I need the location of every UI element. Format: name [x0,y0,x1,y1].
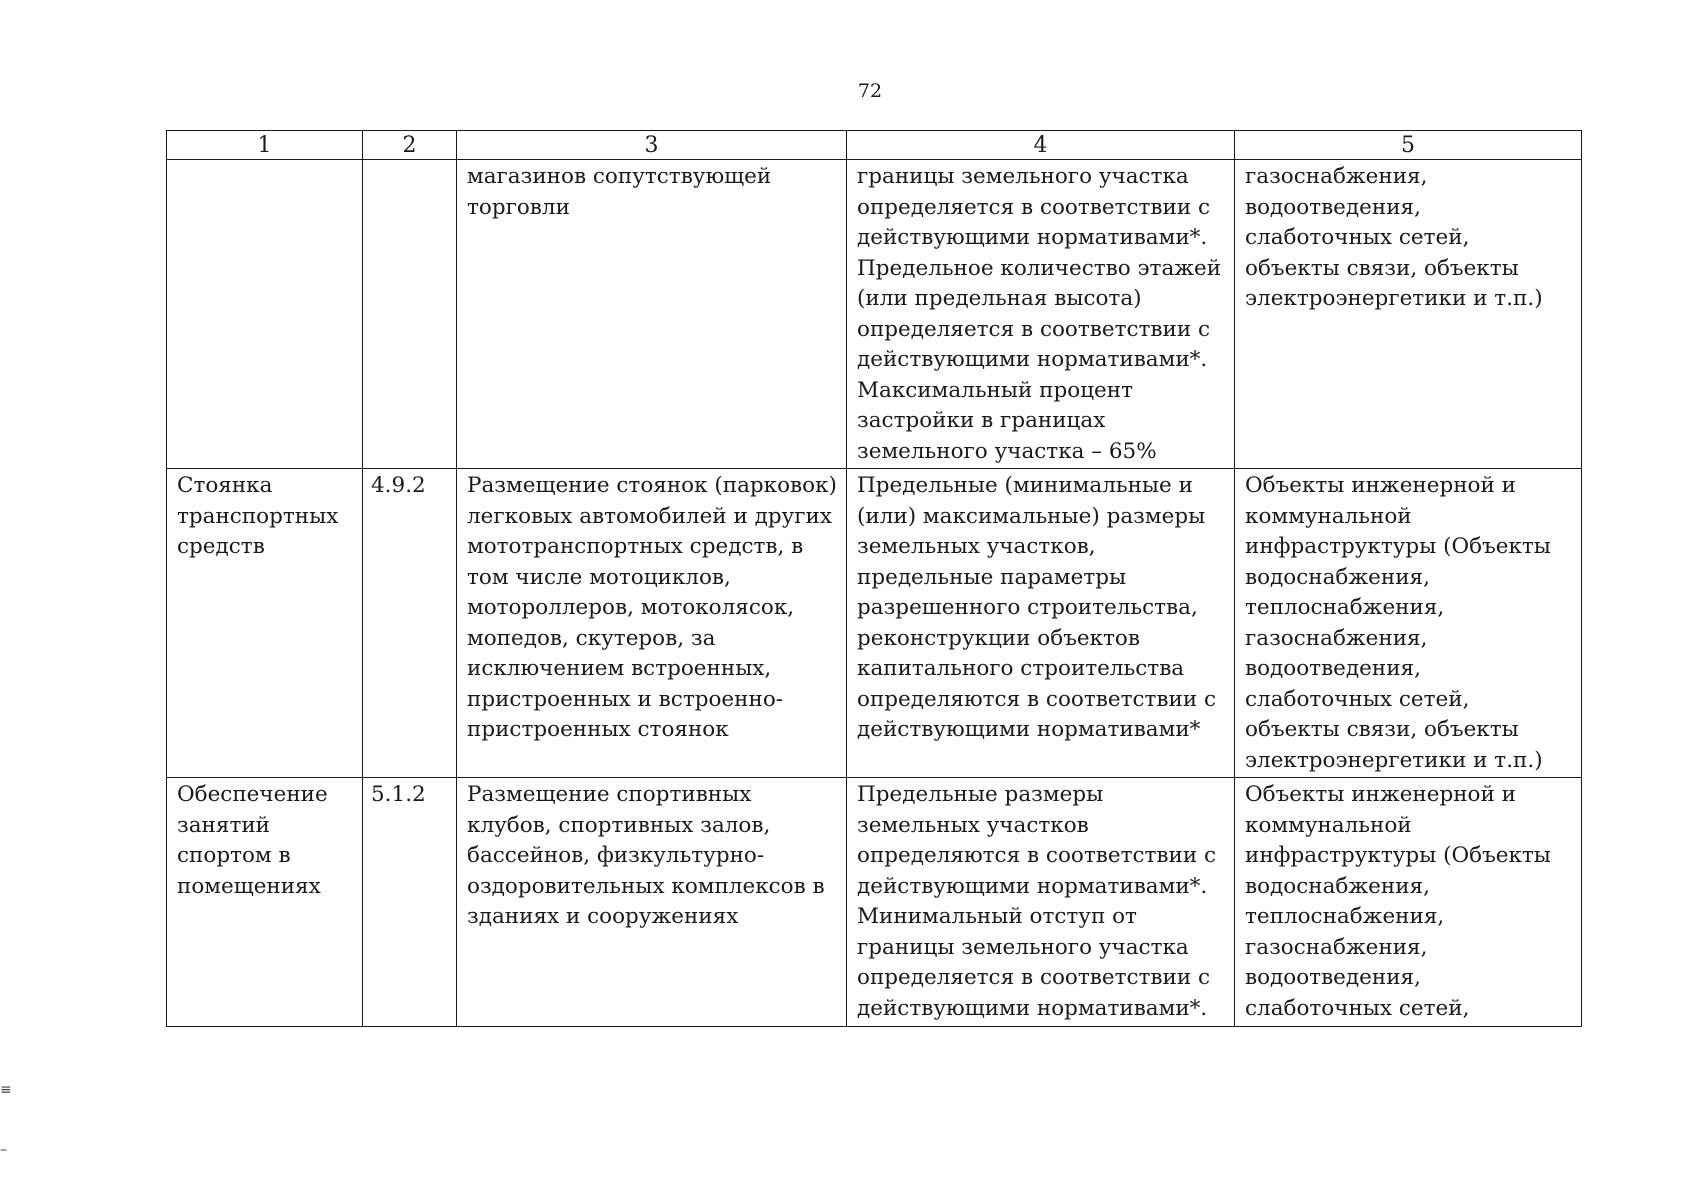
cell-text-line: слаботочных сетей, [1245,686,1470,712]
cell-text-line: определяется в соответствии с [857,194,1211,220]
cell-text-line: электроэнергетики и т.п.) [1245,286,1543,311]
cell-text-line: Максимальный процент [857,377,1133,403]
cell-text-line: Размещение стоянок (парковок) [467,473,837,498]
cell-text-line: газоснабжения, [1245,934,1428,960]
use-name-cell [167,160,363,469]
cell-text-line: Предельные (минимальные и [857,473,1193,498]
cell-text-line: водоотведения, [1245,194,1421,220]
cell-text-line: коммунальной [1245,812,1412,838]
cell-text-line: пристроенных и встроенно- [467,686,784,712]
cell-text-line: действующими нормативами*. [857,995,1208,1021]
cell-text-line: исключением встроенных, [467,656,772,681]
cell-text-line: водоснабжения, [1245,873,1430,899]
cell-text-line: слаботочных сетей, [1245,225,1470,250]
table-row [167,469,1582,778]
scan-edge-marks: ≡ – [0,1082,12,1158]
cell-text-line: объекты связи, объекты [1245,255,1519,281]
cell-text-line: (или) максимальные) размеры [857,503,1206,529]
use-name-cell [167,469,363,778]
cell-text-line: определяется в соответствии с [857,316,1211,342]
cell-text-line: действующими нормативами* [857,717,1201,742]
cell-text-line: бассейнов, физкультурно- [467,843,765,868]
cell-text-line: водоотведения, [1245,965,1421,990]
page-number: 72 [857,80,883,102]
cell-text-line: мототранспортных средств, в [467,534,804,559]
cell-text-line: мотороллеров, мотоколясок, [467,595,795,620]
cell-text-line: Минимальный отступ от [857,904,1137,929]
table-row [167,160,1582,469]
auxiliary-uses-cell [1235,778,1582,1027]
cell-text-line: определяются в соответствии с [857,686,1217,712]
column-header-5: 5 [1235,131,1582,160]
cell-text-line: определяется в соответствии с [857,965,1211,990]
building-parameters-cell [847,160,1235,469]
cell-text-line: Предельные размеры [857,782,1104,807]
cell-text-line: помещениях [177,873,321,899]
cell-text-line: границы земельного участка [857,164,1189,189]
cell-text-line: застройки в границах [857,408,1106,433]
cell-text-line: газоснабжения, [1245,164,1428,189]
cell-text-line: действующими нормативами*. [857,225,1208,250]
cell-text-line: водоотведения, [1245,656,1421,681]
cell-text-line: зданиях и сооружениях [467,904,739,929]
cell-text-line: Размещение спортивных [467,782,752,807]
cell-text-line: инфраструктуры (Объекты [1245,843,1551,868]
cell-text-line: оздоровительных комплексов в [467,873,825,899]
cell-text-line: легковых автомобилей и других [467,503,832,529]
auxiliary-uses-cell [1235,160,1582,469]
cell-text-line: инфраструктуры (Объекты [1245,534,1551,559]
column-header-3: 3 [457,131,847,160]
cell-text-line: Предельное количество этажей [857,255,1222,281]
cell-text-line: Объекты инженерной и [1245,782,1516,807]
cell-text-line: (или предельная высота) [857,286,1142,311]
cell-text-line: том числе мотоциклов, [467,564,731,590]
land-use-table [166,130,1582,1027]
cell-text-line: газоснабжения, [1245,625,1428,651]
cell-text-line: транспортных [177,503,339,529]
use-description-cell [457,778,847,1027]
auxiliary-uses-cell [1235,469,1582,778]
cell-text-line: 4.9.2 [371,473,426,498]
table-header-row [167,131,1582,160]
building-parameters-cell [847,469,1235,778]
cell-text-line: земельных участков [857,812,1089,838]
building-parameters-cell [847,778,1235,1027]
cell-text-line: земельного участка – 65% [857,438,1157,464]
use-name-cell [167,778,363,1027]
cell-text-line: пристроенных стоянок [467,717,729,742]
cell-text-line: Обеспечение [177,782,328,807]
cell-text-line: определяются в соответствии с [857,843,1217,868]
cell-text-line: 5.1.2 [371,782,426,807]
cell-text-line: границы земельного участка [857,934,1189,960]
cell-text-line: спортом в [177,843,291,868]
cell-text-line: средств [177,534,265,559]
column-header-4: 4 [847,131,1235,160]
cell-text-line: мопедов, скутеров, за [467,625,716,651]
table-row [167,778,1582,1027]
cell-text-line: действующими нормативами*. [857,873,1208,899]
cell-text-line: теплоснабжения, [1245,595,1445,620]
cell-text-line: действующими нормативами*. [857,347,1208,372]
cell-text-line: торговли [467,194,570,220]
cell-text-line: слаботочных сетей, [1245,995,1470,1021]
cell-text-line: разрешенного строительства, [857,595,1198,620]
cell-text-line: клубов, спортивных залов, [467,812,771,838]
cell-text-line: теплоснабжения, [1245,904,1445,929]
cell-text-line: объекты связи, объекты [1245,717,1519,742]
use-code-cell [363,469,457,778]
use-code-cell [363,778,457,1027]
cell-text-line: магазинов сопутствующей [467,164,772,189]
cell-text-line: капитального строительства [857,656,1185,681]
cell-text-line: Стоянка [177,473,273,498]
cell-text-line: коммунальной [1245,503,1412,529]
use-code-cell [363,160,457,469]
cell-text-line: предельные параметры [857,564,1127,590]
use-description-cell [457,469,847,778]
cell-text-line: занятий [177,812,270,838]
use-description-cell [457,160,847,469]
cell-text-line: реконструкции объектов [857,625,1140,651]
column-header-2: 2 [363,131,457,160]
cell-text-line: электроэнергетики и т.п.) [1245,747,1543,773]
cell-text-line: земельных участков, [857,534,1096,559]
cell-text-line: водоснабжения, [1245,564,1430,590]
column-header-1: 1 [167,131,363,160]
cell-text-line: Объекты инженерной и [1245,473,1516,498]
